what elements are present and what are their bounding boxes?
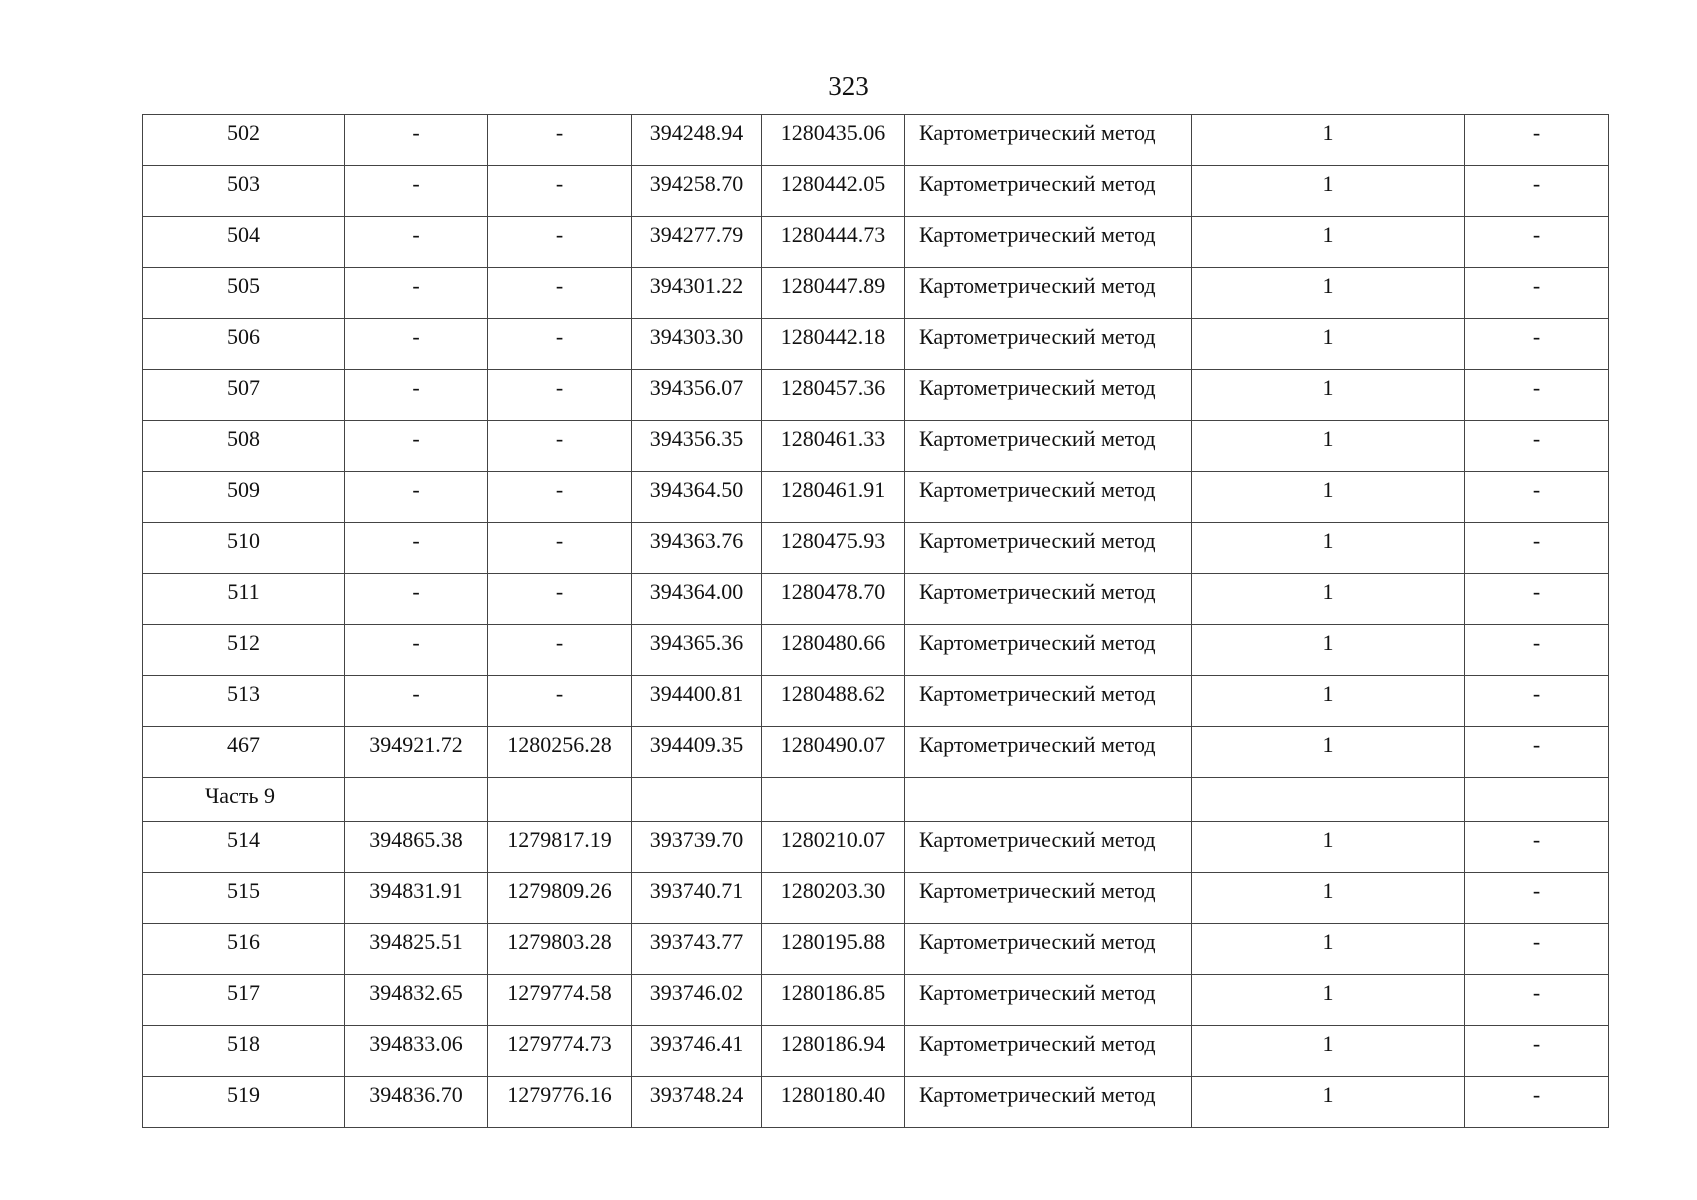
old-x-cell: - [345,472,488,523]
new-y-cell: 1280480.66 [762,625,905,676]
method-cell: Картометрический метод [905,523,1192,574]
accuracy-cell: 1 [1192,873,1465,924]
description-cell: - [1465,319,1609,370]
old-y-cell [488,778,632,822]
old-y-cell: - [488,268,632,319]
page-number: 323 [828,71,869,101]
new-y-cell: 1280490.07 [762,727,905,778]
point-number-cell: 513 [143,676,345,727]
old-y-cell: 1279774.73 [488,1026,632,1077]
accuracy-cell: 1 [1192,166,1465,217]
new-y-cell: 1280180.40 [762,1077,905,1128]
new-y-cell: 1280195.88 [762,924,905,975]
method-cell: Картометрический метод [905,319,1192,370]
table-row [143,472,1609,523]
description-cell: - [1465,1077,1609,1128]
table-row [143,676,1609,727]
old-y-cell: 1279803.28 [488,924,632,975]
method-cell: Картометрический метод [905,676,1192,727]
new-x-cell: 394364.50 [632,472,762,523]
description-cell: - [1465,574,1609,625]
old-x-cell: 394833.06 [345,1026,488,1077]
accuracy-cell: 1 [1192,217,1465,268]
new-y-cell [762,778,905,822]
description-cell: - [1465,370,1609,421]
method-cell: Картометрический метод [905,268,1192,319]
point-number-cell: 511 [143,574,345,625]
description-cell: - [1465,523,1609,574]
description-cell: - [1465,115,1609,166]
accuracy-cell: 1 [1192,523,1465,574]
table-row [143,523,1609,574]
method-cell: Картометрический метод [905,370,1192,421]
old-x-cell: - [345,217,488,268]
accuracy-cell: 1 [1192,1026,1465,1077]
description-cell: - [1465,166,1609,217]
table-row [143,873,1609,924]
method-cell: Картометрический метод [905,1077,1192,1128]
old-y-cell: - [488,523,632,574]
accuracy-cell: 1 [1192,472,1465,523]
old-y-cell: - [488,574,632,625]
table-row [143,1026,1609,1077]
method-cell: Картометрический метод [905,421,1192,472]
accuracy-cell: 1 [1192,727,1465,778]
table-row [143,574,1609,625]
table-row [143,217,1609,268]
description-cell: - [1465,472,1609,523]
new-x-cell: 393739.70 [632,822,762,873]
accuracy-cell: 1 [1192,421,1465,472]
new-y-cell: 1280457.36 [762,370,905,421]
accuracy-cell: 1 [1192,625,1465,676]
accuracy-cell [1192,778,1465,822]
new-x-cell: 394356.07 [632,370,762,421]
table-row [143,370,1609,421]
new-y-cell: 1280478.70 [762,574,905,625]
old-x-cell: - [345,523,488,574]
new-x-cell: 394277.79 [632,217,762,268]
table-row [143,727,1609,778]
old-y-cell: 1279776.16 [488,1077,632,1128]
method-cell: Картометрический метод [905,472,1192,523]
method-cell: Картометрический метод [905,822,1192,873]
point-number-cell: Часть 9 [143,778,345,822]
point-number-cell: 519 [143,1077,345,1128]
old-x-cell: 394832.65 [345,975,488,1026]
old-y-cell: - [488,115,632,166]
old-x-cell: 394836.70 [345,1077,488,1128]
description-cell: - [1465,268,1609,319]
new-x-cell: 394301.22 [632,268,762,319]
new-y-cell: 1280203.30 [762,873,905,924]
new-x-cell: 394409.35 [632,727,762,778]
old-y-cell: 1279774.58 [488,975,632,1026]
accuracy-cell: 1 [1192,975,1465,1026]
method-cell: Картометрический метод [905,924,1192,975]
table-row [143,319,1609,370]
new-x-cell: 393746.41 [632,1026,762,1077]
old-y-cell: - [488,166,632,217]
point-number-cell: 504 [143,217,345,268]
new-y-cell: 1280488.62 [762,676,905,727]
accuracy-cell: 1 [1192,924,1465,975]
old-x-cell: 394831.91 [345,873,488,924]
point-number-cell: 508 [143,421,345,472]
table-row [143,115,1609,166]
new-y-cell: 1280435.06 [762,115,905,166]
new-x-cell: 394258.70 [632,166,762,217]
new-y-cell: 1280444.73 [762,217,905,268]
new-y-cell: 1280475.93 [762,523,905,574]
old-x-cell: 394921.72 [345,727,488,778]
description-cell: - [1465,421,1609,472]
section-header-row [143,778,1609,822]
table-row [143,268,1609,319]
method-cell: Картометрический метод [905,625,1192,676]
new-x-cell: 394303.30 [632,319,762,370]
new-y-cell: 1280186.85 [762,975,905,1026]
old-y-cell: 1279809.26 [488,873,632,924]
new-x-cell: 394364.00 [632,574,762,625]
accuracy-cell: 1 [1192,319,1465,370]
point-number-cell: 518 [143,1026,345,1077]
new-y-cell: 1280447.89 [762,268,905,319]
old-x-cell: - [345,319,488,370]
accuracy-cell: 1 [1192,574,1465,625]
point-number-cell: 516 [143,924,345,975]
new-y-cell: 1280461.33 [762,421,905,472]
accuracy-cell: 1 [1192,1077,1465,1128]
description-cell: - [1465,676,1609,727]
new-x-cell: 394400.81 [632,676,762,727]
table-row [143,1077,1609,1128]
old-y-cell: - [488,217,632,268]
description-cell: - [1465,822,1609,873]
old-y-cell: - [488,625,632,676]
point-number-cell: 502 [143,115,345,166]
description-cell: - [1465,924,1609,975]
new-y-cell: 1280461.91 [762,472,905,523]
description-cell: - [1465,625,1609,676]
old-x-cell: 394865.38 [345,822,488,873]
new-x-cell: 394363.76 [632,523,762,574]
method-cell: Картометрический метод [905,166,1192,217]
new-x-cell: 394248.94 [632,115,762,166]
point-number-cell: 510 [143,523,345,574]
old-x-cell: - [345,370,488,421]
table-row [143,421,1609,472]
new-y-cell: 1280442.05 [762,166,905,217]
old-y-cell: 1279817.19 [488,822,632,873]
old-x-cell: - [345,115,488,166]
new-x-cell: 393748.24 [632,1077,762,1128]
description-cell: - [1465,727,1609,778]
description-cell [1465,778,1609,822]
description-cell: - [1465,873,1609,924]
method-cell: Картометрический метод [905,975,1192,1026]
accuracy-cell: 1 [1192,370,1465,421]
old-x-cell: - [345,625,488,676]
accuracy-cell: 1 [1192,268,1465,319]
table-row [143,822,1609,873]
point-number-cell: 515 [143,873,345,924]
point-number-cell: 506 [143,319,345,370]
coordinates-table [142,114,1609,1128]
point-number-cell: 467 [143,727,345,778]
point-number-cell: 512 [143,625,345,676]
old-x-cell: 394825.51 [345,924,488,975]
old-y-cell: 1280256.28 [488,727,632,778]
table-row [143,625,1609,676]
point-number-cell: 514 [143,822,345,873]
old-x-cell [345,778,488,822]
new-x-cell: 394356.35 [632,421,762,472]
description-cell: - [1465,217,1609,268]
old-y-cell: - [488,319,632,370]
new-y-cell: 1280442.18 [762,319,905,370]
description-cell: - [1465,1026,1609,1077]
old-y-cell: - [488,676,632,727]
old-x-cell: - [345,574,488,625]
method-cell: Картометрический метод [905,217,1192,268]
point-number-cell: 507 [143,370,345,421]
old-y-cell: - [488,370,632,421]
old-x-cell: - [345,268,488,319]
method-cell: Картометрический метод [905,727,1192,778]
method-cell [905,778,1192,822]
method-cell: Картометрический метод [905,115,1192,166]
new-y-cell: 1280210.07 [762,822,905,873]
accuracy-cell: 1 [1192,676,1465,727]
description-cell: - [1465,975,1609,1026]
new-x-cell: 393740.71 [632,873,762,924]
old-x-cell: - [345,166,488,217]
new-y-cell: 1280186.94 [762,1026,905,1077]
old-y-cell: - [488,421,632,472]
method-cell: Картометрический метод [905,574,1192,625]
method-cell: Картометрический метод [905,1026,1192,1077]
new-x-cell: 393743.77 [632,924,762,975]
point-number-cell: 509 [143,472,345,523]
new-x-cell [632,778,762,822]
old-y-cell: - [488,472,632,523]
old-x-cell: - [345,676,488,727]
point-number-cell: 503 [143,166,345,217]
table-row [143,166,1609,217]
table-row [143,975,1609,1026]
point-number-cell: 505 [143,268,345,319]
point-number-cell: 517 [143,975,345,1026]
method-cell: Картометрический метод [905,873,1192,924]
accuracy-cell: 1 [1192,115,1465,166]
accuracy-cell: 1 [1192,822,1465,873]
table-row [143,924,1609,975]
new-x-cell: 394365.36 [632,625,762,676]
new-x-cell: 393746.02 [632,975,762,1026]
old-x-cell: - [345,421,488,472]
